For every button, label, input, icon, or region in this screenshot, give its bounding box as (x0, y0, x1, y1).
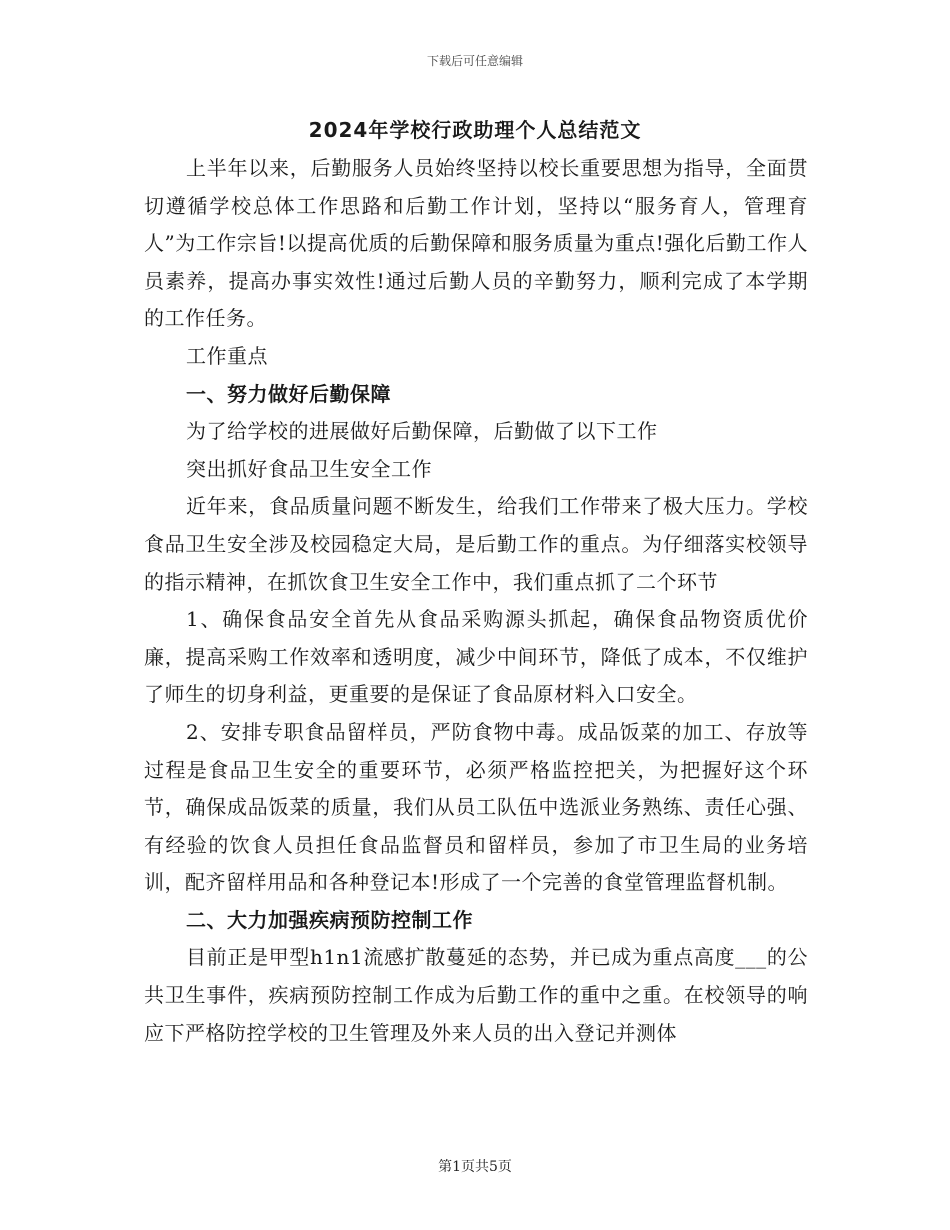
section-heading-2: 二、大力加强疾病预防控制工作 (186, 907, 473, 932)
paragraph-intro: 上半年以来，后勤服务人员始终坚持以校长重要思想为指导，全面贯切遵循学校总体工作思路和后勤工作计划，坚持以“服务育人，管理育人”为工作宗旨!以提高优质的后勤保障和服务质量为重点!强化后勤工作人员素养，提高办事实效性!通过后勤人员的辛勤努力，顺利完成了本学期的工作任务。 (144, 156, 808, 331)
paragraph-logistics: 为了给学校的进展做好后勤保障，后勤做了以下工作 (186, 419, 658, 444)
section-heading-1: 一、努力做好后勤保障 (186, 381, 391, 406)
paragraph-item-2: 2、安排专职食品留样员，严防食物中毒。成品饭菜的加工、存放等过程是食品卫生安全的重要环节，必须严格监控把关，为把握好这个环节，确保成品饭菜的质量，我们从员工队伍中选派业务熟练、责任心强、有经验的饮食人员担任食品监督员和留样员，参加了市卫生局的业务培训，配齐留样用品和各种登记本!形成了一个完善的食堂管理监督机制。 (144, 719, 808, 895)
paragraph-disease-control: 目前正是甲型h1n1流感扩散蔓延的态势，并已成为重点高度___的公共卫生事件，疾病预防控制工作成为后勤工作的重中之重。在校领导的响应下严格防控学校的卫生管理及外来人员的出入登记并测体 (144, 945, 808, 1045)
paragraph-item-1: 1、确保食品安全首先从食品采购源头抓起，确保食品物资质优价廉，提高采购工作效率和透明度，减少中间环节，降低了成本，不仅维护了师生的切身利益，更重要的是保证了食品原材料入口安全。 (144, 607, 808, 707)
page-footer: 第1页共5页 (438, 1159, 512, 1175)
paragraph-work-focus: 工作重点 (186, 343, 268, 368)
paragraph-food-safety-title: 突出抓好食品卫生安全工作 (186, 456, 432, 481)
paragraph-food-safety: 近年来，食品质量问题不断发生，给我们工作带来了极大压力。学校食品卫生安全涉及校园稳定大局，是后勤工作的重点。为仔细落实校领导的指示精神，在抓饮食卫生安全工作中，我们重点抓了二个环节 (144, 494, 808, 594)
page-header-note: 下载后可任意编辑 (426, 54, 523, 68)
document-title: 2024年学校行政助理个人总结范文 (308, 118, 642, 142)
document-body (144, 150, 808, 1052)
